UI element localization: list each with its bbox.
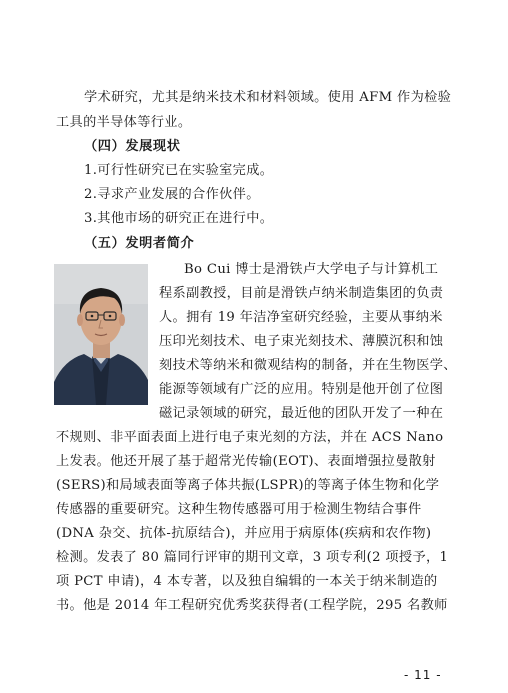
page-number: - 11 - [404,668,442,682]
bio-line-8: 书。他是 2014 年工程研究优秀奖获得者(工程学院，295 名教师 [56,598,448,613]
section4-item-2: 2.寻求产业发展的合作伙伴。 [84,187,260,202]
section4-item-1: 1.可行性研究已在实验室完成。 [84,163,274,178]
intro-line-1: 学术研究，尤其是纳米技术和材料领域。使用 AFM 作为检验 [84,90,452,105]
bio-line-6: 检测。发表了 80 篇同行评审的期刊文章，3 项专利(2 项授予，1 [56,550,449,565]
bio-wrap-line-5: 刻技术等纳米和微观结构的制备，并在生物医学、 [159,358,457,373]
inventor-photo [54,264,148,405]
bio-wrap-line-7: 磁记录领域的研究，最近他的团队开发了一种在 [159,406,444,421]
section4-heading: （四）发展现状 [84,139,181,154]
bio-line-3: (SERS)和局域表面等离子体共振(LSPR)的等离子体生物和化学 [56,478,440,493]
bio-line-4: 传感器的重要研究。这种生物传感器可用于检测生物结合事件 [56,502,422,517]
bio-line-1: 不规则、非平面表面上进行电子束光刻的方法，并在 ACS Nano [56,430,444,445]
bio-wrap-line-2: 程系副教授，目前是滑铁卢纳米制造集团的负责 [159,286,444,301]
portrait-illustration [54,264,148,405]
section4-item-3: 3.其他市场的研究正在进行中。 [84,211,274,226]
intro-line-2: 工具的半导体等行业。 [56,115,192,130]
bio-wrap-line-1: Bo Cui 博士是滑铁卢大学电子与计算机工 [184,262,439,277]
bio-line-7: 项 PCT 申请)，4 本专著，以及独自编辑的一本关于纳米制造的 [56,574,438,589]
section5-heading: （五）发明者简介 [84,236,195,251]
bio-line-2: 上发表。他还开展了基于超常光传输(EOT)、表面增强拉曼散射 [56,454,436,469]
bio-line-5: (DNA 杂交、抗体-抗原结合)，并应用于病原体(疾病和农作物) [56,526,432,541]
bio-wrap-line-3: 人。拥有 19 年洁净室研究经验，主要从事纳米 [159,310,443,325]
bio-wrap-line-4: 压印光刻技术、电子束光刻技术、薄膜沉积和蚀 [159,334,444,349]
bio-wrap-line-6: 能源等领域有广泛的应用。特别是他开创了位图 [159,382,444,397]
